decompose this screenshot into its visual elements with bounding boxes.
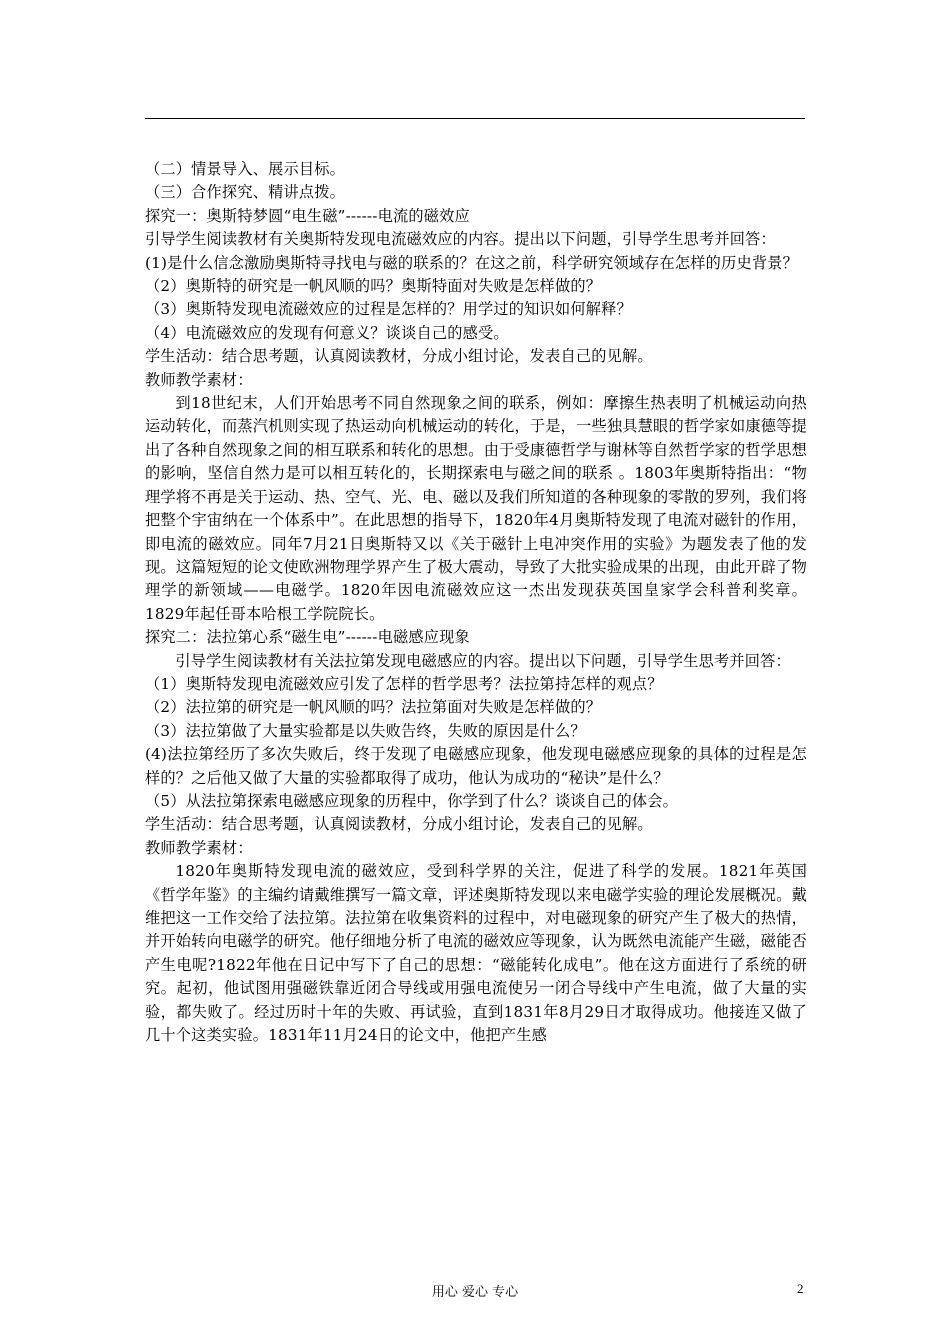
- material-paragraph: 1820年奥斯特发现电流的磁效应，受到科学界的关注，促进了科学的发展。1821年英国《哲学年鉴》的主编约请戴维撰写一篇文章，评述奥斯特发现以来电磁学实验的理论发展概况。戴维把这一工作交给了法拉第。法拉第在收集资料的过程中，对电磁现象的研究产生了极大的热情，并开始转向电磁学的研究。他仔细地分析了电流的磁效应等现象，认为既然电流能产生磁，磁能否产生电呢?1822年他在日记中写下了自己的思想：“磁能转化成电”。他在这方面进行了系统的研究。起初，他试图用强磁铁靠近闭合导线或用强电流使另一闭合导线中产生电流，做了大量的实验，都失败了。经过历时十年的失败、再试验，直到1831年8月29日才取得成功。他接连又做了几十个这类实验。1831年11月24日的论文中，他把产生感: [145, 862, 807, 1045]
- student-activity: 学生活动：结合思考题，认真阅读教材，分成小组讨论，发表自己的见解。: [145, 347, 653, 366]
- question-item: (4)法拉第经历了多次失败后，终于发现了电磁感应现象，他发现电磁感应现象的具体的过程是怎样的？之后他又做了大量的实验都取得了成功，他认为成功的“秘诀”是什么？: [145, 745, 807, 787]
- question-item: (1)是什么信念激励奥斯特寻找电与磁的联系的？在这之前，科学研究领域存在怎样的历史背景？: [145, 253, 799, 272]
- question-item: （1）奥斯特发现电流磁效应引发了怎样的哲学思考？法拉第持怎样的观点？: [145, 674, 663, 693]
- paragraph: 引导学生阅读教材有关奥斯特发现电流磁效应的内容。提出以下问题，引导学生思考并回答：: [145, 230, 776, 249]
- question-item: （2）法拉第的研究是一帆风顺的吗？法拉第面对失败是怎样做的？: [145, 698, 602, 717]
- student-activity: 学生活动：结合思考题，认真阅读教材，分成小组讨论，发表自己的见解。: [145, 815, 653, 834]
- header-rule: [145, 118, 805, 119]
- teacher-material-label: 教师教学素材：: [145, 838, 253, 857]
- material-paragraph: 到18世纪末，人们开始思考不同自然现象之间的联系，例如：摩擦生热表明了机械运动向热运动转化，而蒸汽机则实现了热运动向机械运动的转化，于是，一些独具慧眼的哲学家如康德等提出了各种自然现象之间的相互联系和转化的思想。由于受康德哲学与谢林等自然哲学家的哲学思想的影响，坚信自然力是可以相互转化的，长期探索电与磁之间的联系 。1803年奥斯特指出：“物理学将不再是关于运动、热、空气、光、电、磁以及我们所知道的各种现象的零散的罗列，我们将把整个宇宙纳在一个体系中”。在此思想的指导下，1820年4月奥斯特发现了电流对磁针的作用，即电流的磁效应。同年7月21日奥斯特又以《关于磁针上电冲突作用的实验》为题发表了他的发现。这篇短短的论文使欧洲物理学界产生了极大震动，导致了大批实验成果的出现，由此开辟了物理学的新领域——电磁学。1820年因电流磁效应这一杰出发现获英国皇家学会科普利奖章。1829年起任哥本哈根工学院院长。: [145, 394, 807, 623]
- question-item: （4）电流磁效应的发现有何意义？谈谈自己的感受。: [145, 323, 509, 342]
- page-number: 2: [797, 1281, 804, 1296]
- question-item: （2）奥斯特的研究是一帆风顺的吗？奥斯特面对失败是怎样做的？: [145, 277, 602, 296]
- section-heading: （三）合作探究、精讲点拨。: [145, 183, 346, 202]
- footer-slogan: 用心 爱心 专心: [431, 1285, 519, 1300]
- section-heading: （二）情景导入、展示目标。: [145, 160, 346, 178]
- body-text: [145, 158, 807, 1047]
- inquiry-title: 探究二：法拉第心系“磁生电”------电磁感应现象: [145, 628, 470, 647]
- question-item: （3）奥斯特发现电流磁效应的过程是怎样的？用学过的知识如何解释？: [145, 300, 632, 319]
- teacher-material-label: 教师教学素材：: [145, 370, 253, 389]
- inquiry-title: 探究一：奥斯特梦圆“电生磁”------电流的磁效应: [145, 206, 470, 225]
- question-item: （5）从法拉第探索电磁感应现象的历程中，你学到了什么？谈谈自己的体会。: [145, 791, 679, 810]
- question-item: （3）法拉第做了大量实验都是以失败告终，失败的原因是什么？: [145, 721, 586, 740]
- paragraph: 引导学生阅读教材有关法拉第发现电磁感应的内容。提出以下问题，引导学生思考并回答：: [175, 651, 791, 670]
